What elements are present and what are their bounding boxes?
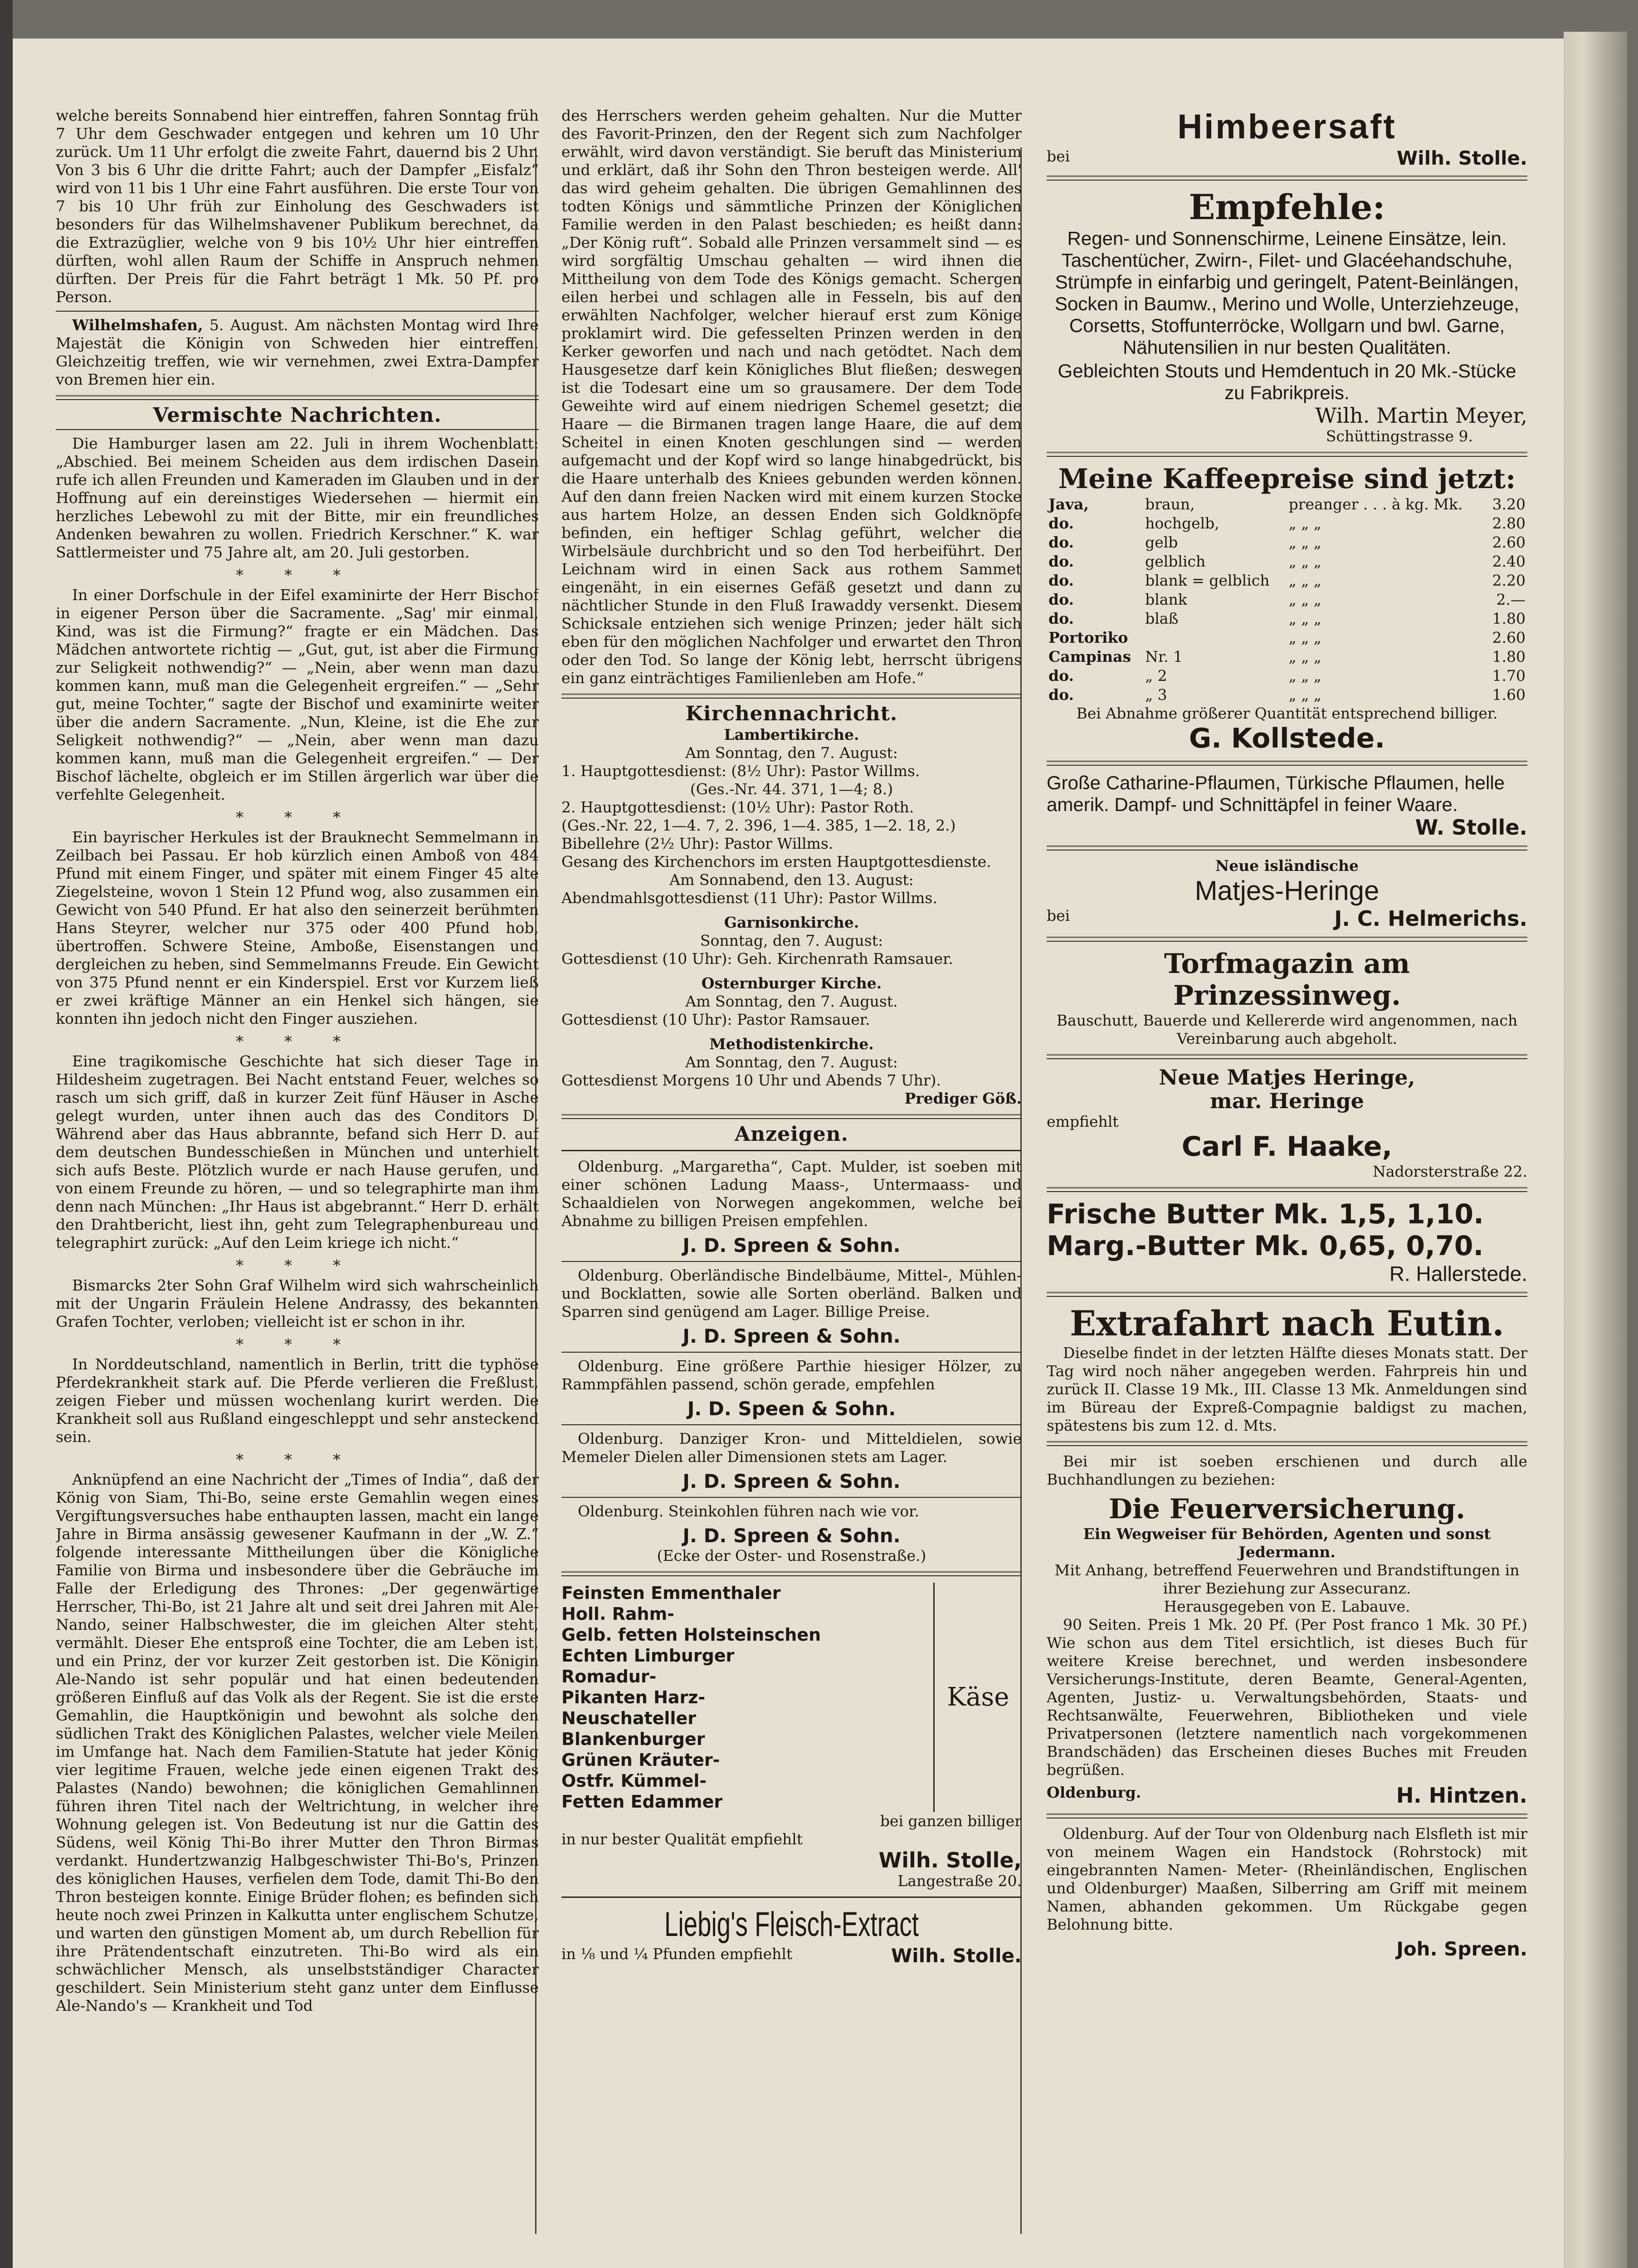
church-date: Am Sonntag, den 7. August: — [685, 1053, 898, 1071]
ad-signature: J. D. Spreen & Sohn. — [682, 1525, 901, 1547]
ad-title: Die Feuerversicherung. — [1108, 1493, 1466, 1525]
coffee-cell: 3.20 — [1492, 495, 1526, 513]
coffee-row — [1047, 495, 1527, 514]
liebig-title: Liebig's Fleisch-Extract — [664, 1905, 919, 1944]
ad-signature: Wilh. Stolle. — [891, 1945, 1022, 1967]
coffee-cell: „ „ „ — [1288, 610, 1321, 627]
ad-signature: W. Stolle. — [1415, 815, 1527, 840]
ad-text: Oldenburg. Oberländische Bindelbäume, Mittel-, Mühlen- und Bocklatten, sowie alle Sorten oberländ. Balken und Sparren sind genügend am Lager. Billige Preise. — [561, 1266, 1022, 1320]
cheese-item: Gelb. fetten Holsteinschen — [561, 1625, 821, 1645]
ad-title: Empfehle: — [1189, 187, 1385, 227]
divider — [56, 311, 539, 312]
divider — [561, 1352, 1022, 1353]
coffee-cell: „ „ „ — [1288, 629, 1321, 646]
ad-text: Bei mir ist soeben erschienen und durch alle Buchhandlungen zu beziehen: — [1047, 1452, 1527, 1488]
divider — [1047, 1441, 1527, 1446]
ad-text: bei — [1047, 147, 1070, 165]
coffee-row — [1047, 685, 1527, 704]
separator-stars: * * * — [236, 566, 359, 584]
ad-footer — [1047, 1784, 1527, 1807]
coffee-cell: 1.60 — [1492, 686, 1526, 704]
cheese-item: Echten Limburger — [561, 1646, 735, 1666]
article-text — [56, 316, 539, 389]
church-name: Lambertikirche. — [724, 726, 859, 743]
coffee-cell: Java, — [1048, 495, 1089, 513]
cheese-item: Romadur- — [561, 1667, 657, 1686]
cheese-ad — [561, 1583, 1022, 1812]
ad-signature: J. D. Spreen & Sohn. — [682, 1234, 901, 1256]
church-name: Garnisonkirche. — [724, 914, 859, 931]
coffee-cell: „ 2 — [1145, 667, 1167, 684]
ad-text: Oldenburg. Danziger Kron- und Mitteldielen, sowie Memeler Dielen aller Dimensionen stets am Lager. — [561, 1430, 1022, 1466]
ad-signature: G. Kollstede. — [1189, 723, 1385, 754]
book-spine — [0, 0, 13, 2268]
coffee-cell: 2.20 — [1492, 572, 1526, 589]
divider — [561, 1114, 1022, 1119]
coffee-cell: do. — [1048, 610, 1074, 627]
ad-text: Herausgegeben von E. Labauve. — [1164, 1598, 1410, 1615]
column-right — [1047, 107, 1527, 1960]
coffee-row — [1047, 552, 1527, 571]
coffee-cell: do. — [1048, 533, 1074, 551]
article-text: Anknüpfend an eine Nachricht der „Times of India“, daß der König von Siam, Thi-Bo, seine erste Gemahlin wegen eines Vergiftungsversuches habe enthaupten lassen, macht ein lange Jahre in Birma ansässig gewesener Kaufmann in der „W. Z.“ folgende interessante Mittheilungen über die Königliche Familie von Birma und insbesondere über die Gebräuche im Falle der Erledigung des Thrones: „Der gegenwärtige Herrscher, Thi-Bo, ist 21 Jahre alt und seit drei Jahren mit Ale-Nando, seiner Halbschwester, die im gleichen Alter steht, vermählt. Dieser Ehe entsproß eine Tochter, die am Leben ist, und ein Prinz, der vor kurzer Zeit gestorben ist. Die Königin Ale-Nando ist sehr populär und hat einen bedeutenden größeren Einfluß auf das Volk als der Regent. Sie ist die erste Gemahlin, die Hauptkönigin und bewohnt als solche den südlichen Trakt des Königlichen Palastes, welcher viele Meilen im Umfange hat. Nach dem Familien-Statute hat jeder König vier legitime Frauen, welche jede einen eigenen Trakt des Palastes (Nando) bewohnen; die königlichen Gemahlinnen führen ihren Titel nach der Weltrichtung, in welcher ihre Wohnung gelegen ist. Von Bedeutung ist nur die Gattin des Südens, weil König Thi-Bo ihrer Mutter den Thron Birmas verdankt. Hundertzwanzig Halbgeschwister Thi-Bo's, Prinzen des königlichen Hauses, verfielen dem Tode, damit Thi-Bo den Thron besteigen konnte. Einige Brüder flohen; es befinden sich heute noch zwei Prinzen in Kalkutta unter englischem Schutze, und warten den günstigen Moment ab, um durch Rebellion für ihre Prätendentschaft einzutreten. Thi-Bo wird als ein schwächlicher Mensch, als unselbstständiger Character geschildert. Sein Ministerium steht ganz unter dem Einflusse Ale-Nando's — Krankheit und Tod — [56, 1471, 539, 2014]
ad-text: Große Catharine-Pflaumen, Türkische Pflaumen, helle amerik. Dampf- und Schnittäpfel in feiner Waare. — [1047, 772, 1505, 815]
coffee-row — [1047, 533, 1527, 552]
coffee-row — [1047, 571, 1527, 590]
ad-text: Oldenburg. Auf der Tour von Oldenburg nach Elsfleth ist mir von meinem Wagen ein Handstock (Rohrstock) mit eingebrannten Namen- Meter- (Rheinländischen, Englischen und Oldenburger) Maaßen, Silberring am Griff mit meinem Namen, abhanden gekommen. Um Rückgabe gegen Belohnung bitte. — [1047, 1825, 1527, 1933]
ad-signature: Wilh. Stolle. — [1396, 147, 1527, 169]
coffee-cell: 2.60 — [1492, 533, 1526, 551]
article-text: des Herrschers werden geheim gehalten. Nur die Mutter des Favorit-Prinzen, den der Regent sich zum Nachfolger erwählt, wird davon verständigt. Sie beruft das Ministerium und erklärt, daß ihr Sohn den Thron besteigen werde. All' das wird geheim gehalten. Die übrigen Gemahlinnen des todten Königs und sämmtliche Prinzen der Königlichen Familie werden in den Palast beschieden; es heißt dann: „Der König ruft“. Sobald alle Prinzen versammelt sind — es wird sorgfältig Umschau gehalten — wird ihnen die Mittheilung von dem Tode des Königs gemacht. Schergen eilen herbei und schlagen alle in Fesseln, bis auf den erwählten Nachfolger, welcher hierauf erst zum Könige proklamirt wird. Die gefesselten Prinzen werden in den Kerker geworfen und nach und nach getödtet. Nach dem Hausgesetze darf kein Königliches Blut fließen; deswegen ist die Todesart eine um so grausamere. Der dem Tode Geweihte wird auf einem niedrigen Schemel gesetzt; die Haare — die Birmanen tragen lange Haare, die auf dem Scheitel in einen Knoten geschlungen sind — werden aufgemacht und der Kopf wird so lange hinabgedrückt, bis die Haare unterhalb des Kniees gebunden werden können. Auf den dann freien Nacken wird mit einem kurzen Stocke aus hartem Holze, an dessen Enden sich Goldknöpfe befinden, ein heftiger Schlag geführt, welcher die Wirbelsäule durchbricht und so den Tod herbeiführt. Der Leichnam wird in einen Sack aus rothem Sammet eingenäht, in ein eisernes Gefäß gesetzt und dann zu nächtlicher Stunde in den Fluß Irawaddy versenkt. Diesem Schicksale entziehen sich wenige Prinzen; jeder hält sich eben für den möglichen Nachfolger und erwartet den Thron oder den Tod. So lange der König lebt, herrscht übrigens ein ganz einträchtiges Familienleben am Hofe.“ — [561, 107, 1022, 687]
coffee-row — [1047, 609, 1527, 628]
cheese-item: Fetten Edammer — [561, 1792, 723, 1812]
ad-title: Himbeersaft — [1177, 108, 1397, 146]
coffee-cell: 1.80 — [1492, 648, 1526, 665]
cheese-item: Pikanten Harz- — [561, 1687, 706, 1707]
page-edge — [1564, 32, 1627, 2268]
ad-text: Mit Anhang, betreffend Feuerwehren und Brandstiftungen in ihrer Beziehung zur Assecuranz. — [1054, 1561, 1520, 1597]
coffee-cell: do. — [1048, 667, 1074, 684]
cheese-item: Feinsten Emmenthaler — [561, 1583, 781, 1603]
ad-text: Bauschutt, Bauerde und Kellererde wird angenommen, nach Vereinbarung auch abgeholt. — [1056, 1012, 1518, 1047]
coffee-cell: do. — [1048, 572, 1074, 589]
column-middle — [561, 107, 1022, 1967]
ad-signature: J. D. Spreen & Sohn. — [682, 1325, 901, 1347]
separator-stars: * * * — [236, 1256, 359, 1274]
service-line: (Ges.-Nr. 44. 371, 1—4; 8.) — [690, 780, 893, 798]
coffee-cell: „ „ „ — [1288, 686, 1321, 704]
brace — [897, 1583, 935, 1812]
ad-text: Dieselbe findet in der letzten Hälfte dieses Monats statt. Der Tag wird noch näher angegeben werden. Fahrpreis hin und zurück II. Classe 19 Mk., III. Classe 13 Mk. Anmeldungen sind im Büreau der Expreß-Compagnie baldigst zu machen, spätestens bis zum 12. d. Mts. — [1047, 1344, 1527, 1434]
coffee-cell: 1.80 — [1492, 610, 1526, 627]
church-date: Am Sonntag, den 7. August. — [685, 992, 898, 1010]
coffee-cell: preanger . . . à kg. Mk. — [1288, 495, 1463, 513]
coffee-cell: Campinas — [1048, 648, 1131, 665]
article-text: Die Hamburger lasen am 22. Juli in ihrem Wochenblatt: „Abschied. Bei meinem Scheiden aus dem irdischen Dasein rufe ich allen Freunden und Kameraden im Glauben und in der Hoffnung auf ein dereinstiges Wiedersehen — hiermit ein herzliches Lebewohl zu mit der Bitte, mir ein freundliches Andenken bewahren zu wollen. Friedrich Kerschner.“ K. war Sattlermeister und 75 Jahre alt, am 20. Juli gestorben. — [56, 435, 539, 561]
ad-text: Ein Wegweiser für Behörden, Agenten und sonst Jedermann. — [1083, 1525, 1491, 1561]
article-text: In einer Dorfschule in der Eifel examinirte der Herr Bischof in eigener Person über die Sacramente. „Sag' mir einmal, Kind, was ist die Firmung?“ fragte er ein Mädchen. Das Mädchen antwortete richtig — „Gut, gut, ist aber die Firmung zur Seligkeit nothwendig?“ — „Nein, aber wenn man dazu kommen kann, muß man die Gelegenheit ergreifen.“ — „Sehr gut, meine Tochter,“ sagte der Bischof und examinirte weiter über die andern Sacramente. „Nun, Kleine, ist die Ehe zur Seligkeit nothwendig?“ — „Nein, aber wenn man dazu kommen kann, muß man die Gelegenheit ergreifen.“ — Der Bischof lächelte, obgleich er im Stillen ärgerlich war über die verfehlte Gelegenheit. — [56, 586, 539, 803]
newspaper-page — [13, 39, 1564, 2268]
separator-stars: * * * — [236, 1335, 359, 1353]
cheese-item: Grünen Kräuter- — [561, 1750, 720, 1770]
ad-text: Regen- und Sonnenschirme, Leinene Einsätze, lein. Taschentücher, Zwirn-, Filet- und Glacéehandschuhe, Strümpfe in einfarbig und geringelt, Patent-Beinlängen, Socken in Baumw., Merino und Wolle, Unterziehzeuge, Corsetts, Stoffunterröcke, Wollgarn und bwl. Garne, Nähutensilien in nur besten Qualitäten. — [1054, 228, 1520, 358]
divider — [1047, 846, 1527, 850]
divider — [1047, 176, 1527, 181]
ad-signature: Joh. Spreen. — [1396, 1938, 1527, 1960]
cheese-item: Holl. Rahm- — [561, 1604, 674, 1624]
service-line: Gottesdienst Morgens 10 Uhr und Abends 7 Uhr). — [561, 1071, 941, 1089]
ad-text: Oldenburg. „Margaretha“, Capt. Mulder, ist soeben mit einer schönen Ladung Maass-, Untermaass- und Schaaldielen von Norwegen angekommen, welche bei Abnahme zu billigen Preisen empfehlen. — [561, 1158, 1022, 1230]
coffee-price-table — [1047, 495, 1527, 704]
coffee-cell: 2.40 — [1492, 552, 1526, 570]
coffee-cell: 1.70 — [1492, 667, 1526, 684]
coffee-cell: do. — [1048, 591, 1074, 608]
ad-address: (Ecke der Oster- und Rosenstraße.) — [657, 1547, 926, 1564]
cheese-word: Käse — [947, 1682, 1009, 1712]
ad-text: mar. Heringe — [1210, 1089, 1364, 1113]
coffee-row — [1047, 666, 1527, 685]
coffee-cell: do. — [1048, 686, 1074, 704]
ad-text: Oldenburg. Eine größere Parthie hiesiger Hölzer, zu Rammpfählen passend, schön gerade, empfehlen — [561, 1357, 1022, 1393]
service-line: 2. Hauptgottesdienst: (10½ Uhr): Pastor Roth. — [561, 798, 914, 816]
ad-title: Frische Butter Mk. 1,5, 1,10. — [1047, 1198, 1484, 1230]
separator-stars: * * * — [236, 808, 359, 826]
ad-signature: J. D. Spreen & Sohn. — [682, 1470, 901, 1492]
service-line: Gottesdienst (10 Uhr): Geh. Kirchenrath Ramsauer. — [561, 950, 953, 968]
section-heading: Kirchennachricht. — [685, 702, 898, 725]
ad-title: Meine Kaffeepreise sind jetzt: — [1058, 463, 1516, 495]
coffee-row — [1047, 647, 1527, 666]
divider — [1047, 1813, 1527, 1818]
ad-title: Matjes-Heringe — [1194, 875, 1380, 906]
divider — [561, 1571, 1022, 1576]
coffee-cell: gelb — [1145, 533, 1178, 551]
coffee-cell: blank = gelblich — [1145, 572, 1270, 589]
divider — [561, 1261, 1022, 1262]
separator-stars: * * * — [236, 1032, 359, 1050]
coffee-cell: „ „ „ — [1288, 648, 1321, 665]
cheese-list — [561, 1583, 897, 1812]
divider — [1047, 452, 1527, 457]
coffee-cell: blank — [1145, 591, 1187, 608]
column-left — [56, 107, 539, 2019]
ad-title: Marg.-Butter Mk. 0,65, 0,70. — [1047, 1230, 1484, 1262]
divider — [561, 1424, 1022, 1425]
coffee-cell: „ 3 — [1145, 686, 1167, 704]
article-text: Bismarcks 2ter Sohn Graf Wilhelm wird sich wahrscheinlich mit der Ungarin Fräulein Helene Andrassy, des bekannten Grafen Tochter, verloben; vielleicht ist er schon in ihr. — [56, 1276, 539, 1330]
section-heading: Vermischte Nachrichten. — [153, 404, 442, 427]
service-line: Prediger Göß. — [904, 1090, 1022, 1107]
coffee-cell: braun, — [1145, 495, 1195, 513]
ad-title: Torfmagazin am Prinzessinweg. — [1164, 948, 1410, 1012]
ad-signature: H. Hintzen. — [1396, 1783, 1527, 1808]
ad-text: empfiehlt — [1047, 1113, 1119, 1130]
coffee-cell: gelblich — [1145, 552, 1206, 570]
ad-text: Bei Abnahme größerer Quantität entsprechend billiger. — [1076, 704, 1498, 722]
divider — [1047, 1292, 1527, 1297]
ad-text: bei ganzen billiger — [880, 1812, 1022, 1830]
ad-footer — [1047, 147, 1527, 169]
church-name: Methodistenkirche. — [709, 1035, 874, 1053]
coffee-row — [1047, 514, 1527, 533]
article-text: Ein bayrischer Herkules ist der Brauknecht Semmelmann in Zeilbach bei Passau. Er hob kürzlich einen Amboß von 484 Pfund mit einem Finger, und später mit einem Finger 45 alte Ziegelsteine, wovon 1 Stein 12 Pfund wog, also zusammen ein Gewicht von 540 Pfund. Er hat also den seinerzeit berühmten Hans Steyrer, welcher nur 375 oder 400 Pfund hob, übertroffen. Schwere Steine, Amboße, Eisenstangen und dergleichen zu heben, sind Semmelmanns Freude. Ein Gewicht von 375 Pfund nennt er ein Kinderspiel. Erst vor Kurzem ließ er zwei kräftige Männer an ein Henkel sich hängen, sie konnten ihn jedoch nicht den Finger ausziehen. — [56, 828, 539, 1027]
divider — [1047, 761, 1527, 766]
coffee-cell: 2.80 — [1492, 514, 1526, 532]
ad-text: Oldenburg. — [1047, 1784, 1141, 1801]
article-dateline: Wilhelmshafen, — [72, 316, 203, 334]
coffee-cell: hochgelb, — [1145, 514, 1219, 532]
coffee-cell: „ „ „ — [1288, 514, 1321, 532]
article-text: In Norddeutschland, namentlich in Berlin, tritt die typhöse Pferdekrankheit stark auf. Die Pferde verlieren die Freßlust, zeigen Fieber und müssen wochenlang kurirt werden. Die Krankheit soll aus Rußland eingeschleppt und sehr ansteckend sein. — [56, 1355, 539, 1446]
church-date: Sonntag, den 7. August: — [700, 932, 883, 949]
ad-text: 90 Seiten. Preis 1 Mk. 20 Pf. (Per Post franco 1 Mk. 30 Pf.) Wie schon aus dem Titel ersichtlich, ist dieses Buch für weitere Kreise berechnet, und werden insbesondere Versicherungs-Institute, deren Beamte, General-Agenten, Agenten, Justiz- u. Verwaltungsbehörden, Staats- und Rechtsanwälte, Feuerwehren, Bibliotheken und viele Privatpersonen (letztere namentlich nach vorgekommenen Brandschäden) das Erscheinen dieses Buches mit Freuden begrüßen. — [1047, 1616, 1527, 1779]
service-line: 1. Hauptgottesdienst: (8½ Uhr): Pastor Willms. — [561, 762, 920, 780]
divider — [1047, 937, 1527, 942]
ad-text: bei — [1047, 907, 1070, 924]
article-body: 5. August. Am nächsten Montag wird Ihre Majestät die Königin von Schweden hier eintreffen. Gleichzeitig treffen, wie wir vernehmen, zwei Extra-Dampfer von Bremen hier ein. — [56, 316, 539, 388]
service-line: Bibellehre (2½ Uhr): Pastor Willms. — [561, 835, 834, 852]
ad-signature: J. D. Speen & Sohn. — [687, 1398, 896, 1420]
coffee-cell: Nr. 1 — [1145, 648, 1183, 665]
ad-signature: Wilh. Stolle, — [878, 1848, 1022, 1872]
service-line: Gesang des Kirchenchors im ersten Hauptgottesdienste. — [561, 853, 991, 870]
ad-text: in ⅛ und ¼ Pfunden empfiehlt — [561, 1945, 793, 1963]
ad-address: Langestraße 20. — [897, 1872, 1022, 1890]
coffee-row — [1047, 628, 1527, 647]
ad-signature: Wilh. Martin Meyer, — [1315, 403, 1527, 428]
coffee-row — [1047, 590, 1527, 609]
ad-address: Schüttingstrasse 9. — [1326, 427, 1473, 445]
divider — [561, 694, 1022, 699]
divider — [56, 429, 539, 430]
ad-text: Neue isländische — [1215, 857, 1359, 875]
ad-text: in nur bester Qualität empfiehlt — [561, 1830, 803, 1848]
section-heading: Anzeigen. — [735, 1123, 848, 1146]
coffee-cell: do. — [1048, 514, 1074, 532]
divider — [561, 1150, 1022, 1151]
church-name: Osternburger Kirche. — [701, 974, 882, 992]
coffee-cell: Portoriko — [1048, 629, 1128, 646]
divider — [56, 395, 539, 400]
service-line: Abendmahlsgottesdienst (11 Uhr): Pastor Willms. — [561, 889, 937, 907]
coffee-cell: „ „ „ — [1288, 572, 1321, 589]
service-line: (Ges.-Nr. 22, 1—4. 7, 2. 396, 1—4. 385, 1—2. 18, 2.) — [561, 816, 956, 834]
cheese-item: Ostfr. Kümmel- — [561, 1771, 707, 1791]
ad-signature: J. C. Helmerichs. — [1334, 906, 1527, 931]
liebig-footer — [561, 1945, 1022, 1967]
ad-text: Oldenburg. Steinkohlen führen nach wie vor. — [578, 1502, 919, 1520]
divider — [561, 1897, 1022, 1898]
ad-footer — [1047, 907, 1527, 930]
divider — [1047, 1187, 1527, 1192]
ad-address: Nadorsterstraße 22. — [1372, 1163, 1527, 1180]
article-text: Eine tragikomische Geschichte hat sich dieser Tage in Hildesheim zugetragen. Bei Nacht entstand Feuer, welches so rasch um sich griff, daß in kurzer Zeit fünf Häuser in Asche gelegt wurden, unter ihnen auch das des Conditors D. Während aber das Haus abbrannte, befand sich Herr D. auf dem deutschen Bundesschießen in München und unterhielt sich aufs Beste. Plötzlich wurde er nach Hause gerufen, und von einem Freunde zu hören, — und so telegraphirte man ihm denn nach München: „Ihr Haus ist abgebrannt.“ Herr D. erhält den Drahtbericht, liest ihn, geht zum Telegraphenbureau und telegraphirt zurück: „Auf den Leim kriege ich nicht.“ — [56, 1052, 539, 1251]
ad-signature: Carl F. Haake, — [1181, 1131, 1393, 1163]
coffee-cell: „ „ „ — [1288, 591, 1321, 608]
cheese-item: Neuschateller — [561, 1708, 696, 1728]
ad-signature: R. Hallerstede. — [1389, 1262, 1527, 1286]
ad-text: Neue Matjes Heringe, — [1159, 1065, 1415, 1090]
separator-stars: * * * — [236, 1451, 359, 1468]
divider — [1047, 1054, 1527, 1059]
ad-text: Gebleichten Stouts und Hemdentuch in 20 Mk.-Stücke zu Fabrikpreis. — [1058, 360, 1516, 403]
service-line: Gottesdienst (10 Uhr): Pastor Ramsauer. — [561, 1011, 870, 1028]
coffee-cell: 2.60 — [1492, 629, 1526, 646]
coffee-cell: „ „ „ — [1288, 667, 1321, 684]
coffee-cell: „ „ „ — [1288, 533, 1321, 551]
divider — [561, 1497, 1022, 1498]
coffee-cell: blaß — [1145, 610, 1179, 627]
coffee-cell — [1143, 628, 1287, 647]
article-text: welche bereits Sonnabend hier eintreffen, fahren Sonntag früh 7 Uhr dem Geschwader entgegen und kehren um 10 Uhr zurück. Um 11 Uhr erfolgt die zweite Fahrt, dauernd bis 2 Uhr. Von 3 bis 6 Uhr die dritte Fahrt; auch der Dampfer „Eisfalz“ wird von 11 bis 1 Uhr eine Fahrt ausführen. Die erste Tour von 7 bis 10 Uhr früh zur Einholung des Geschwaders ist besonders für das Wilhelmshavener Publikum berechnet, da die Extrazüglier, welche von 9 bis 10½ Uhr hier eintreffen dürften, wohl allen Raum der Schiffe in Anspruch nehmen dürften. Der Preis für die Fahrt beträgt 1 Mk. 50 Pf. pro Person. — [56, 107, 539, 306]
church-date: Am Sonnabend, den 13. August: — [669, 871, 914, 889]
coffee-cell: „ „ „ — [1288, 552, 1321, 570]
ad-title: Extrafahrt nach Eutin. — [1070, 1303, 1504, 1344]
church-date: Am Sonntag, den 7. August: — [685, 744, 898, 762]
cheese-item: Blankenburger — [561, 1729, 705, 1749]
coffee-cell: do. — [1048, 552, 1074, 570]
coffee-cell: 2.— — [1496, 591, 1526, 608]
